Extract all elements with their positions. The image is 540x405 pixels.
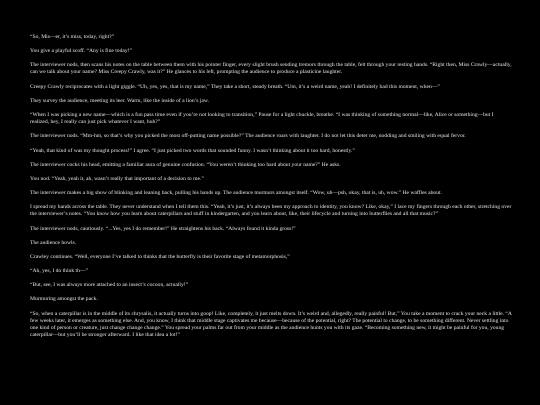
paragraph: The interviewer makes a big show of blinking and leaning back, pulling his hands up. The audience murmurs amongst itself. “Wow, uh—psh, okay, that is, uh, wow.” He waffles about. <box>30 190 442 197</box>
paragraph: “When I was picking a new name—which is a fun pass time even if you’re not looking to transition,” Pause for a light chuckle, breathe. “I was thinking of something normal—like, Alice or something—but I realized, hey, I really can just pick whatever I want, huh?” <box>30 112 494 126</box>
paragraph: I spread my hands across the table. They never understand when I tell them this. “Yeah, it’s just, it’s always been my approach to identity, you know? Like, okay,” I lace my fingers through each other, stretching over the interviewer’s notes. “You know how you learn about caterpillars and stuff in kindergarten, and you learn about, like, their lifecycle and turning into butterflies and all that music?” <box>30 204 512 218</box>
paragraph: The interviewer nods. “Mm-hm, so that’s why you picked the most off-putting name possible?” The audience roars with laughter. I do not let this deter me, nodding and smiling with equal fervor. <box>30 133 466 140</box>
paragraph: “But, see, I was always more attached to an insect’s cocoon, actually!” <box>30 282 189 289</box>
paragraph: Murmuring amongst the pack. <box>30 296 98 303</box>
paragraph: The interviewer nods, cautiously. “...Yes, yes I do remember!” He straightens his back. “Always found it kinda gross!” <box>30 225 296 232</box>
paragraph: Crawley continues. “Well, everyone I’ve talked to thinks that the butterfly is their favorite stage of metamorphosis,” <box>30 253 290 260</box>
paragraph: The interviewer cocks his head, emitting a familiar aura of genuine confusion. “You weren’t thinking too hard about your name?” He asks. <box>30 161 341 168</box>
paragraph: You nod. “Yeah, yeah it, ah, wasn’t really that important of a decision to me.” <box>30 175 204 182</box>
paragraph: The interviewer nods, then scans his notes on the table between them with his pointer finger, every slight brush sending tremors through the table, felt through your resting hands. “Right then, Miss Crawly—actually, can we talk about your name? Miss Creepy Crawly, was it?” He glances to his left, prompting the audience to produce a plasticine laughter. <box>30 62 512 76</box>
paragraph: They survey the audience, meeting its leer. Warm, like the inside of a lion’s jaw. <box>30 97 209 104</box>
paragraph: “So, Mis—er, it’s miss, today, right?” <box>30 34 115 40</box>
paragraph: “So, when a caterpillar is in the middle of its chrysalis, it actually turns into goop! Like, completely, it just melts down. It’s weird and, allegedly, really painful! But,” You take a moment to crack your neck a little. “A few weeks later, it emerges as something else. And, you know, I think that middle stage captivates me because—because of the potential, right? The potential to change, to be something different. Never settling into one kind of person or creature, just change change change.” You spread your palms far out from your middle as the audience hunts you with its gaze. “Becoming something new, it might be painful for you, young caterpillar—but you’ll be stronger afterward. I like that idea a lot!” <box>30 310 512 338</box>
paragraph: The audience howls. <box>30 239 77 246</box>
paragraph: You give a playful scoff. “Any is fine today!” <box>30 48 133 55</box>
paragraph: “Yeah, that kind of was my thought process!” I agree. “I just picked two words that sounded funny. I wasn’t thinking about it too hard, honestly.” <box>30 147 355 154</box>
paragraph: Creepy Crawly reciprocates with a light giggle. “Uh, yes, yes, that is my name,” They take a short, steady breath. “Um, it’s a weird name, yeah! I definitely had this moment, when—” <box>30 83 440 90</box>
story-text <box>30 34 514 346</box>
paragraph: “Ah, yes, I do think th—” <box>30 268 88 275</box>
